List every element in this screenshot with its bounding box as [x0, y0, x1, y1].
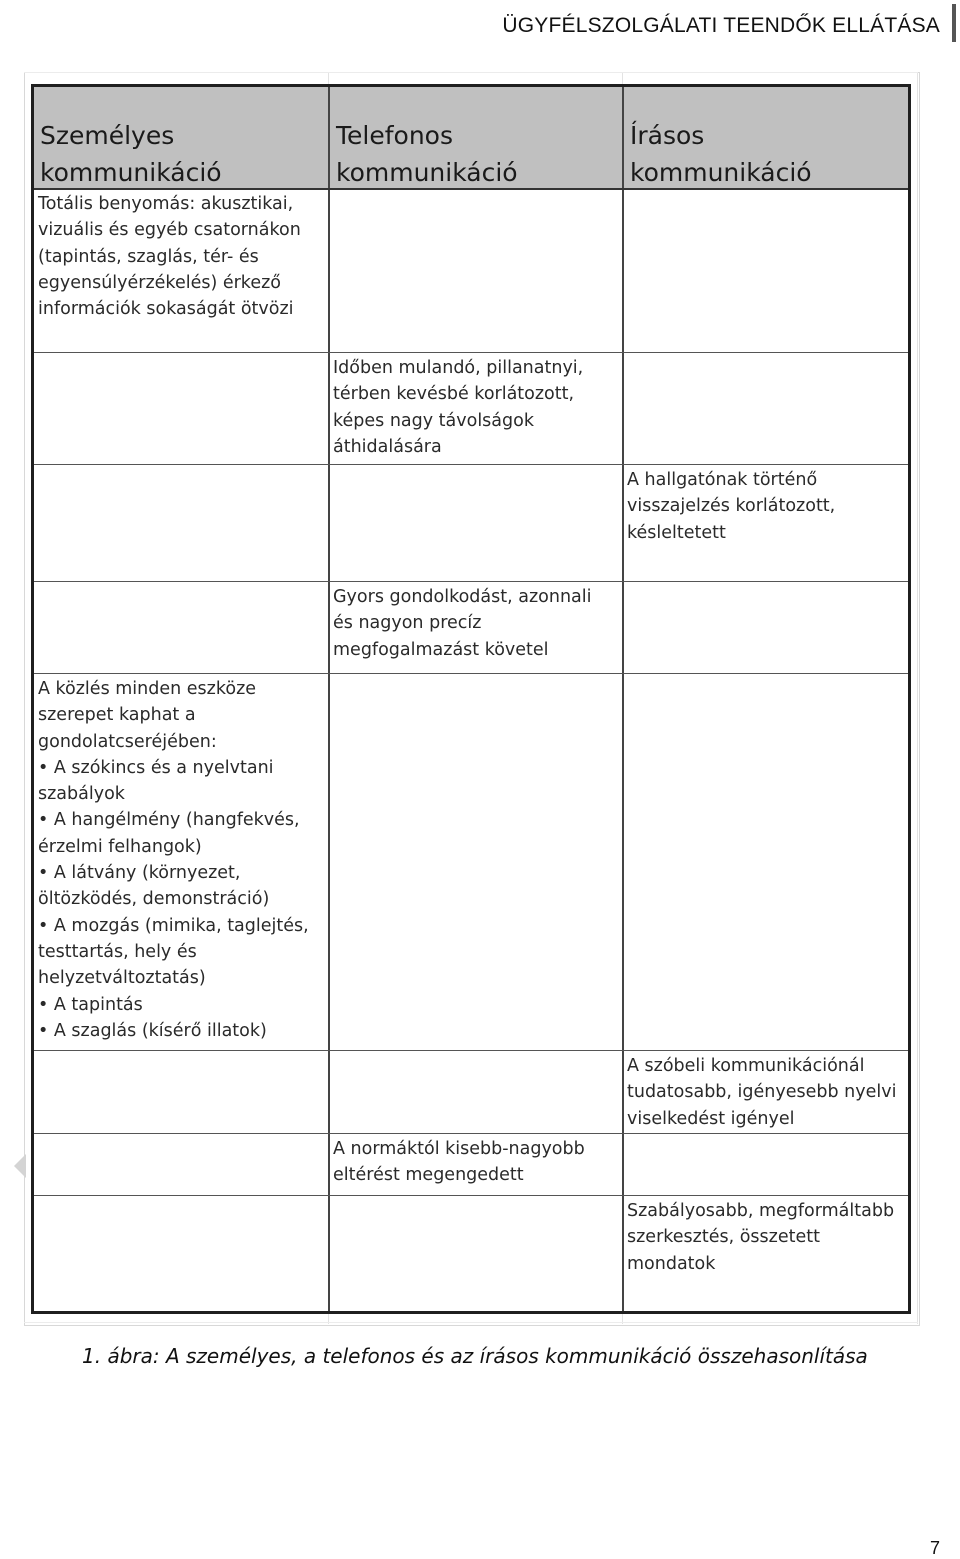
gridline [917, 72, 918, 1324]
row-divider [34, 1195, 908, 1196]
header-cell-written [624, 87, 908, 190]
gridline [24, 72, 918, 73]
header-cell-personal [34, 87, 328, 190]
running-header-title: ÜGYFÉLSZOLGÁLATI TEENDŐK ELLÁTÁSA [502, 14, 940, 37]
row-divider [34, 673, 908, 674]
cell-phone-quick: Gyors gondolkodást, azonnali és nagyon precíz megfogalmazást követel [333, 587, 592, 660]
triangle-left-icon [14, 1154, 26, 1178]
header-label-phone: Telefonos kommunikáció [336, 121, 518, 187]
column-divider [328, 87, 330, 1311]
row-divider [34, 352, 908, 353]
cell-written-feedback: A hallgatónak történő visszajelzés korlátozott, késleltetett [627, 470, 836, 543]
page-number: 7 [929, 1538, 940, 1558]
header-cell-phone [330, 87, 622, 190]
cell-phone-transient: Időben mulandó, pillanatnyi, térben kevésbé korlátozott, képes nagy távolságok áthidalására [333, 358, 584, 457]
row-divider [34, 581, 908, 582]
row-divider [34, 1050, 908, 1051]
cell-written-regular: Szabályosabb, megformáltabb szerkesztés, összetett mondatok [627, 1201, 895, 1274]
comparison-table [31, 84, 911, 1314]
row-divider [34, 188, 908, 190]
column-divider [622, 87, 624, 1311]
header-rule [952, 4, 956, 42]
cell-personal-total: Totális benyomás: akusztikai, vizuális és egyéb csatornákon (tapintás, szaglás, tér- és egyensúlyérzékelés) érkező információk sokaságát ötvözi [38, 194, 301, 320]
header-label-written: Írásos kommunikáció [630, 121, 812, 187]
header-label-personal: Személyes kommunikáció [40, 121, 222, 187]
cell-phone-norms: A normáktól kisebb-nagyobb eltérést megengedett [333, 1139, 585, 1186]
row-divider [34, 464, 908, 465]
cell-written-conscious: A szóbeli kommunikációnál tudatosabb, igényesebb nyelvi viselkedést igényel [627, 1056, 897, 1129]
cell-personal-tools: A közlés minden eszköze szerepet kaphat a gondolatcseréjében: • A szókincs és a nyelvtani szabályok • A hangélmény (hangfekvés, érzelmi felhangok) • A látvány (környezet, öltözködés, demonstráció) • A mozgás (mimika, taglejtés, testtartás, hely és helyzetváltoztatás) • A tapintás • A szaglás (kísérő illatok) [38, 679, 309, 1041]
gridline [24, 1322, 918, 1323]
figure-caption: 1. ábra: A személyes, a telefonos és az írásos kommunikáció összehasonlítása [82, 1344, 868, 1368]
row-divider [34, 1133, 908, 1134]
